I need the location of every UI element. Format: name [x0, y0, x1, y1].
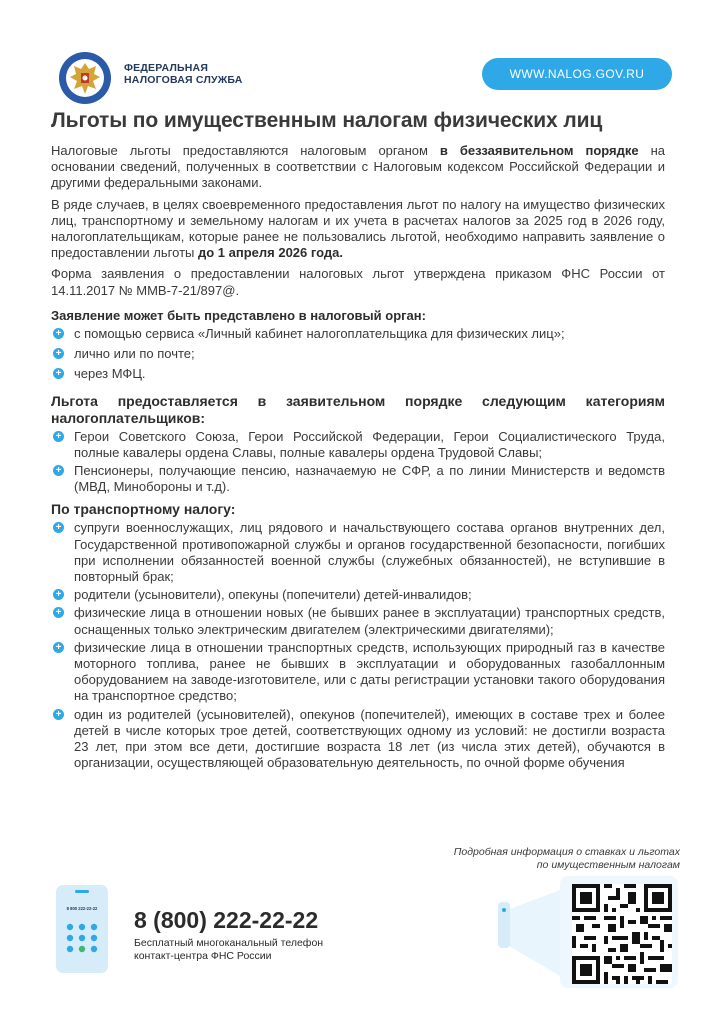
- org-name: ФЕДЕРАЛЬНАЯ НАЛОГОВАЯ СЛУЖБА: [124, 62, 243, 86]
- list-item: + физические лица в отношении новых (не бывших ранее в эксплуатации) транспортных средств, оснащенных только электрическим двигателем (электрическими двигателями);: [51, 605, 665, 637]
- list-item: + лично или по почте;: [51, 346, 665, 362]
- list-item: + физические лица в отношении транспортных средств, использующих природный газ в качестве моторного топлива, ранее не бывших в эксплуатации и оборудованных газобаллонным оборудованием на заводе-изготовителе, или с даты регистрации установки такого оборудования на транспортное средство;: [51, 640, 665, 705]
- list-item: + супруги военнослужащих, лиц рядового и начальствующего состава органов внутренних дел, Государственной противопожарной службы и органов государственной безопасности, погибших при исполнении обязанностей военной службы (служебных обязанностей), не вступившие в повторный брак;: [51, 520, 665, 585]
- plus-icon: +: [53, 589, 64, 600]
- intro-paragraph-3: Форма заявления о предоставлении налоговых льгот утверждена приказом ФНС России от 14.11.2017 № ММВ-7-21/897@.: [51, 266, 665, 298]
- phone-description: Бесплатный многоканальный телефон контакт-центра ФНС России: [134, 937, 324, 962]
- submit-heading: Заявление может быть представлено в налоговый орган:: [51, 307, 426, 323]
- plus-icon: +: [53, 368, 64, 379]
- plus-icon: +: [53, 642, 64, 653]
- phone-number[interactable]: 8 (800) 222-22-22: [134, 907, 319, 933]
- list-item: + родители (усыновители), опекуны (попечители) детей-инвалидов;: [51, 587, 665, 603]
- list-item: + с помощью сервиса «Личный кабинет налогоплательщика для физических лиц»;: [51, 326, 665, 342]
- plus-icon: +: [53, 348, 64, 359]
- list-item: + через МФЦ.: [51, 366, 665, 382]
- plus-icon: +: [53, 709, 64, 720]
- transport-list: [51, 520, 665, 771]
- website-link-button[interactable]: WWW.NALOG.GOV.RU: [482, 58, 672, 90]
- submit-list: [51, 326, 665, 383]
- qr-code[interactable]: [572, 884, 672, 984]
- categories-list: [51, 429, 665, 496]
- plus-icon: +: [53, 607, 64, 618]
- list-item: + Пенсионеры, получающие пенсию, назначаемую не СФР, а по линии Министерств и ведомств (МВД, Минобороны и т.д).: [51, 463, 665, 495]
- phone-icon: [55, 884, 109, 974]
- categories-heading: Льгота предоставляется в заявительном порядке следующим категориям налогоплательщиков:: [51, 392, 665, 426]
- transport-heading: По транспортному налогу:: [51, 501, 236, 518]
- page-title: Льготы по имущественным налогам физических лиц: [51, 109, 603, 132]
- plus-icon: +: [53, 328, 64, 339]
- plus-icon: +: [53, 522, 64, 533]
- info-note: Подробная информация о ставках и льготах по имущественным налогам: [453, 846, 680, 871]
- plus-icon: +: [53, 465, 64, 476]
- plus-icon: +: [53, 431, 64, 442]
- list-item: + Герои Советского Союза, Герои Российской Федерации, Герои Социалистического Труда, полные кавалеры ордена Славы, полные кавалеры ордена Трудовой Славы;: [51, 429, 665, 461]
- intro-paragraph-2: В ряде случаев, в целях своевременного предоставления льгот по налогу на имущество физических лиц, транспортному и земельному налогам и их учета в расчетах налогов за 2025 год в 2026 году, налогоплательщикам, которые ранее не пользовались льготой, необходимо направить заявление о предоставлении льготы до 1 апреля 2026 года.: [51, 196, 665, 261]
- fns-emblem: [58, 51, 112, 105]
- main-content: [51, 143, 665, 774]
- phone-icon-number: 8 800 222-22-22: [66, 906, 98, 911]
- intro-paragraph-1: Налоговые льготы предоставляются налоговым органом в беззаявительном порядке на основании сведений, полученных в соответствии с Налоговым кодексом Российской Федерации и другими федеральными законами.: [51, 143, 665, 191]
- list-item: + один из родителей (усыновителей), опекунов (попечителей), имеющих в составе трех и более детей в числе которых трое детей, соответствующих одному из условий: не достигли возраста 23 лет, при этом все дети, достигшие возраста 18 лет (из числа этих детей), обучаются в организации, осуществляющей образовательную деятельность, по очной форме обучения: [51, 707, 665, 772]
